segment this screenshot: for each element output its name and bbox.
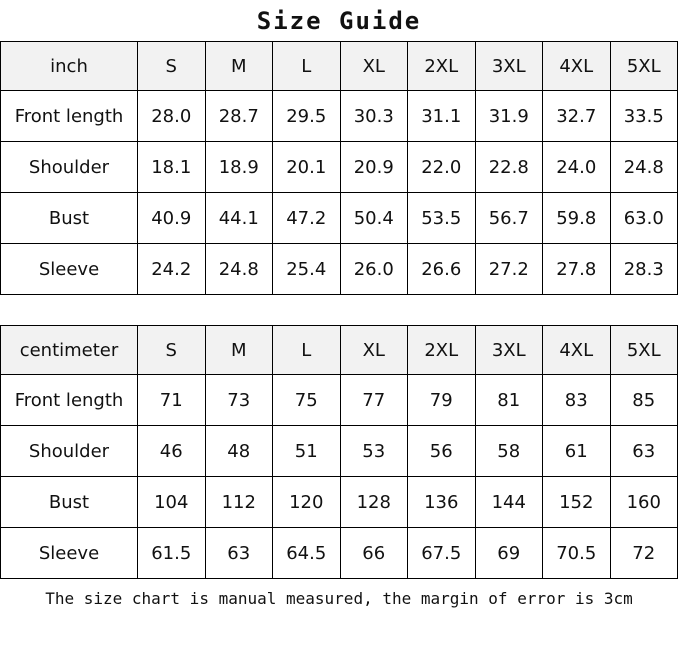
cell-value: 63 <box>610 426 678 477</box>
cell-value: 20.9 <box>340 142 408 193</box>
unit-label-inch: inch <box>1 42 138 91</box>
column-header-4xl: 4XL <box>543 42 611 91</box>
table-row <box>1 528 678 579</box>
column-header-4xl: 4XL <box>543 326 611 375</box>
table-row <box>1 375 678 426</box>
cell-value: 24.8 <box>610 142 678 193</box>
cell-value: 31.1 <box>408 91 476 142</box>
cell-value: 160 <box>610 477 678 528</box>
cell-value: 22.0 <box>408 142 476 193</box>
column-header-m: M <box>205 42 273 91</box>
cell-value: 27.2 <box>475 244 543 295</box>
cell-value: 152 <box>543 477 611 528</box>
measurement-disclaimer: The size chart is manual measured, the margin of error is 3cm <box>45 589 633 608</box>
size-table-inch <box>0 41 678 295</box>
cell-value: 81 <box>475 375 543 426</box>
unit-label-centimeter: centimeter <box>1 326 138 375</box>
cell-value: 79 <box>408 375 476 426</box>
cell-value: 71 <box>138 375 206 426</box>
cell-value: 26.0 <box>340 244 408 295</box>
cell-value: 63.0 <box>610 193 678 244</box>
cell-value: 112 <box>205 477 273 528</box>
cell-value: 33.5 <box>610 91 678 142</box>
row-label-shoulder: Shoulder <box>1 426 138 477</box>
table-separator <box>0 295 678 325</box>
table-header-row <box>1 326 678 375</box>
cell-value: 83 <box>543 375 611 426</box>
column-header-3xl: 3XL <box>475 326 543 375</box>
cell-value: 30.3 <box>340 91 408 142</box>
column-header-5xl: 5XL <box>610 42 678 91</box>
cell-value: 28.3 <box>610 244 678 295</box>
column-header-xl: XL <box>340 326 408 375</box>
table-header-row <box>1 42 678 91</box>
cell-value: 67.5 <box>408 528 476 579</box>
row-label-shoulder: Shoulder <box>1 142 138 193</box>
row-label-sleeve: Sleeve <box>1 244 138 295</box>
column-header-5xl: 5XL <box>610 326 678 375</box>
cell-value: 29.5 <box>273 91 341 142</box>
cell-value: 24.2 <box>138 244 206 295</box>
column-header-2xl: 2XL <box>408 42 476 91</box>
page-title: Size Guide <box>256 7 422 35</box>
cell-value: 24.0 <box>543 142 611 193</box>
cell-value: 46 <box>138 426 206 477</box>
table-row <box>1 193 678 244</box>
cell-value: 72 <box>610 528 678 579</box>
column-header-l: L <box>273 42 341 91</box>
cell-value: 128 <box>340 477 408 528</box>
cell-value: 63 <box>205 528 273 579</box>
cell-value: 77 <box>340 375 408 426</box>
cell-value: 44.1 <box>205 193 273 244</box>
cell-value: 27.8 <box>543 244 611 295</box>
cell-value: 53 <box>340 426 408 477</box>
cell-value: 136 <box>408 477 476 528</box>
table-row <box>1 426 678 477</box>
cell-value: 59.8 <box>543 193 611 244</box>
cell-value: 104 <box>138 477 206 528</box>
cell-value: 28.7 <box>205 91 273 142</box>
table-row <box>1 244 678 295</box>
cell-value: 20.1 <box>273 142 341 193</box>
column-header-3xl: 3XL <box>475 42 543 91</box>
cell-value: 51 <box>273 426 341 477</box>
cell-value: 66 <box>340 528 408 579</box>
table-row <box>1 91 678 142</box>
cell-value: 70.5 <box>543 528 611 579</box>
cell-value: 58 <box>475 426 543 477</box>
cell-value: 64.5 <box>273 528 341 579</box>
row-label-bust: Bust <box>1 477 138 528</box>
cell-value: 85 <box>610 375 678 426</box>
column-header-s: S <box>138 326 206 375</box>
column-header-2xl: 2XL <box>408 326 476 375</box>
cell-value: 120 <box>273 477 341 528</box>
cell-value: 31.9 <box>475 91 543 142</box>
cell-value: 53.5 <box>408 193 476 244</box>
cell-value: 75 <box>273 375 341 426</box>
row-label-front-length: Front length <box>1 375 138 426</box>
cell-value: 144 <box>475 477 543 528</box>
column-header-l: L <box>273 326 341 375</box>
cell-value: 22.8 <box>475 142 543 193</box>
cell-value: 32.7 <box>543 91 611 142</box>
column-header-xl: XL <box>340 42 408 91</box>
row-label-sleeve: Sleeve <box>1 528 138 579</box>
cell-value: 56 <box>408 426 476 477</box>
row-label-bust: Bust <box>1 193 138 244</box>
cell-value: 18.1 <box>138 142 206 193</box>
cell-value: 40.9 <box>138 193 206 244</box>
cell-value: 18.9 <box>205 142 273 193</box>
cell-value: 26.6 <box>408 244 476 295</box>
cell-value: 56.7 <box>475 193 543 244</box>
cell-value: 73 <box>205 375 273 426</box>
cell-value: 28.0 <box>138 91 206 142</box>
cell-value: 47.2 <box>273 193 341 244</box>
cell-value: 50.4 <box>340 193 408 244</box>
cell-value: 61.5 <box>138 528 206 579</box>
cell-value: 25.4 <box>273 244 341 295</box>
row-label-front-length: Front length <box>1 91 138 142</box>
cell-value: 24.8 <box>205 244 273 295</box>
column-header-m: M <box>205 326 273 375</box>
cell-value: 61 <box>543 426 611 477</box>
table-row <box>1 477 678 528</box>
size-table-centimeter <box>0 325 678 579</box>
cell-value: 48 <box>205 426 273 477</box>
table-row <box>1 142 678 193</box>
cell-value: 69 <box>475 528 543 579</box>
column-header-s: S <box>138 42 206 91</box>
